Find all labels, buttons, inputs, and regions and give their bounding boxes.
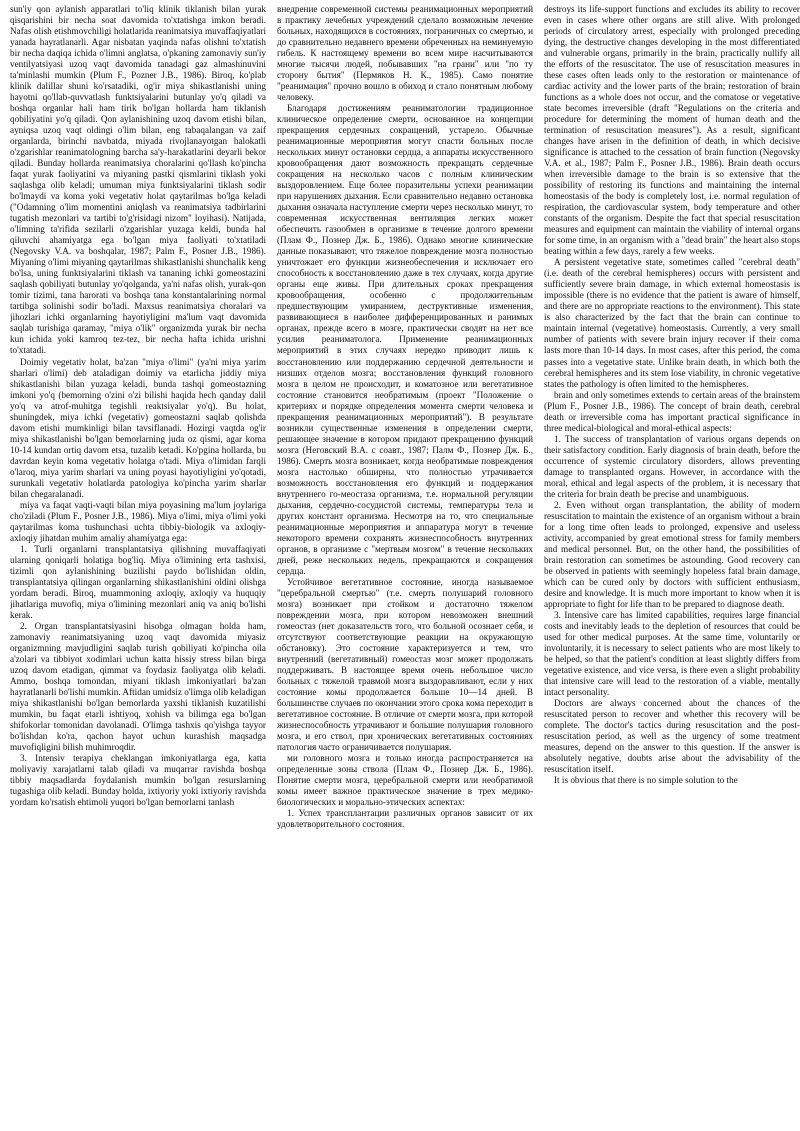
paragraph: 1. The success of transplantation of various organs depends on their satisfactory condition. Early diagnosis of brain death, before the occurrence of systemic circulatory disorders, allows preventing damage to transplanted organs. However, in accordance with the moral, ethical and legal aspects of the problem, it is necessary that the criteria for brain death be precise and unambiguous. [544,433,800,499]
paragraph: Благодаря достижениям реаниматологии традиционное клиническое определение смерти, основанное на концепции прекращения сердечных сокращений, устарело. Обычные реанимационные мероприятия могут спасти больных после нескольких минут остановки сердца, а аппараты искусственного кровообращения дают возможность прекращать сердечные сокращения на несколько часов с полным клиническим выздоровлением. Еще более поразительны успехи реанимации при нарушениях дыхания. Если сравнительно недавно остановка дыхания означала наступление смерти через несколько минут, то современная искусственная вентиляция легких может обеспечить газообмен в организме в течение долгого времени (Плам Ф., Познер Дж. Б., 1986). Однако многие клинические данные показывают, что тяжелое повреждение мозга полностью уничтожает его функции жизнеобеспечения и исключает его способность к восстановлению даже в тех случаях, когда другие органы еще живы. При длительных сроках прекращения кровообращения, особенно с продолжительным предшествующим умиранием, деструктивные изменения, развивающиеся в наиболее дифференцированных и ранимых органах, прежде всего в мозге, практически сводят на нет все усилия реаниматолога. Применение реанимационных мероприятий в этих случаях нередко приводит лишь к восстановлению или поддержанию сердечной деятельности и низших отделов мозга; восстановления функций головного мозга в целом не происходит, и коматозное или вегетативное состояние становится необратимым (проект "Положение о критериях и порядке определения момента смерти человека и прекращения реанимационных мероприятий"). В результате возникли существенные изменения в определении смерти, решающее значение в котором придают прекращению функций мозга (Неговский В.А. с соавт., 1987; Палм Ф., Познер Дж. Б., 1986). Смерть мозга возникает, когда необратимые повреждения мозга настолько обширны, что полностью утрачивается возможность восстановления его функций и поддержания внутреннего го-меостаза организма, т.е. нормальной регуляции дыхания, сердечно-сосудистой системы, температуры тела и других констант организма. Несмотря на то, что специальные реанимационные мероприятия и аппаратура могут в течение некоторого времени сохранять жизнеспособность внутренних органов, в организме с "мертвым мозгом" в течение нескольких дней, реже нескольких недель, прекращаются и сокращения сердца. [277,103,533,576]
paragraph: Doimiy vegetativ holat, ba'zan "miya o'limi" (ya'ni miya yarim sharlari o'limi) deb ataladigan doimiy va etarlicha jiddiy miya shikastlanishi bilan yuzaga keladi, bunda tashqi gomeostazning imkoni yo'q (bemorning o'zini o'zi bilishi haqida hech qanday dalil yo'q va atrof-muhitga tegishli reaktsiyalar yo'q). Bu holat, shuningdek, miya ichki (vegetativ) gomeostazni saqlab qolishda davom etishi mumkinligi bilan tavsiflanadi. Hozirgi vaqtda og'ir miya shikastlanishi bo'lgan bemorlarning juda oz qismi, agar koma 10-14 kundan ortiq davom etsa, tuzalib ketadi. Ko'pgina hollarda, bu davrdan keyin koma vegetativ holatga o'tadi. Miya o'limidan farqli o'laroq, miya yarim sharlari va uning poyasi hayotiyligini yo'qotadi, surunkali vegetativ holatlarda patologiya ko'pincha yarim sharlar bilan chegaralanadi. [10,356,266,499]
column-russian-text [277,4,533,1125]
paragraph: sun'iy qon aylanish apparatlari to'liq klinik tiklanish bilan yurak qisqarishini bir necha soat davomida to'xtatishga imkon beradi. Nafas olish etishmovchiligi holatlarida reanimatsiya muvaffaqiyatlari yanada hayratlanarli. Agar nisbatan yaqinda nafas olishni to'xtatish bir necha daqiqa ichida o'limni anglatsa, o'pkaning zamonaviy sun'iy ventilyatsiyasi uzoq vaqt davomida tanadagi gaz almashinuvini ta'minlashi mumkin (Plum F., Pozner J.B., 1986). Biroq, ko'plab klinik dalillar shuni ko'rsatadiki, og'ir miya shikastlanishi uning hayotni qo'llab-quvvatlash funktsiyalarini butunlay yo'q qiladi va boshqa organlar hali ham tirik bo'lgan hollarda ham tiklanish qobiliyatini yo'q qiladi. Qon aylanishining uzoq davom etishi bilan, ayniqsa uzoq vaqt oldingi o'lim bilan, eng tabaqalangan va zaif organlarda, birinchi navbatda, miyada rivojlanayotgan halokatli o'zgarishlar reanimatologning barcha sa'y-harakatlarini deyarli bekor qiladi. Bunday hollarda reanimatsiya choralarini qo'llash ko'pincha faqat yurak faoliyatini va miyaning pastki qismlarini tiklash yoki saqlashga olib keladi; umuman miya funktsiyalarini tiklash sodir bo'lmaydi va koma yoki vegetativ holat qaytarilmas bo'lga keladi ("Odamning o'lim momentini aniqlash va reanimatsiya tadbirlarini tugatish mezonlari va tartibi to'g'risidagi nizom" loyihasi). Natijada, o'limning ta'rifida sezilarli o'zgarishlar yuzaga keldi, bunda hal qiluvchi ahamiyatga ega bo'lgan miya faoliyati to'xtatiladi (Negovsky V.A. va boshqalar, 1987; Palm F., Posner J.B., 1986). Miyaning o'limi miyaning qaytarilmas shikastlanishi shunchalik keng bo'lsa, uning funktsiyalarini tiklash va tananing ichki gomeostazini saqlash qobiliyati butunlay yo'qolganda, ya'ni nafas olish, yurak-qon tomir tizimi, tana harorati va boshqa tana konstantalarining normal tartibga solinishi sodir bo'ladi. Maxsus reanimatsiya choralari va jihozlari ichki organlarning hayotiyligini ma'lum vaqt davomida saqlab turishiga qaramay, "miya o'lik" organizmda yurak bir necha kun ichida yoki kamroq tez-tez, bir necha hafta ichida urishni to'xtatadi. [10,4,266,356]
paragraph: 2. Organ transplantatsiyasini hisobga olmagan holda ham, zamonaviy reanimatsiyaning uzoq vaqt davomida miyasiz organizmning mavjudligini saqlab turish qobiliyati ko'pincha oila a'zolari va tibbiyot xodimlari uchun katta hissiy stress bilan birga uzoq davom etadigan, qimmat va foydasiz faoliyatga olib keladi. Ammo, boshqa tomondan, miyani tiklash imkoniyatlari ba'zan hayratlanarli bo'lishi mumkin. Aftidan umidsiz o'limga olib keladigan miya shikastlanishi bo'lgan bemorlarda yaxshi tiklanish kuzatilishi mumkin, bu faqat etarli ishtiyoq, xohish va bilimga ega bo'lgan shifokorlar tomonidan davolanadi. O'limga tashxis qo'yishga tayyor bo'lishdan ko'ra, qachon hayot uchun kurashish maqsadga muvofiqligini bilish muhimroqdir. [10,620,266,753]
paragraph: It is obvious that there is no simple solution to the [554,775,738,786]
paragraph: brain and only sometimes extends to certain areas of the brainstem (Plum F., Posner J.B., 1986). The concept of brain death, cerebral death or irreversible coma has important practical significance in three medical-biological and moral-ethical aspects: [544,389,800,433]
paragraph: A persistent vegetative state, sometimes called "cerebral death" (i.e. death of the cerebral hemispheres) occurs with persistent and sufficiently severe brain damage, in which external homeostasis is impossible (there is no evidence that the patient is aware of himself, and there are no appropriate reactions to the environment). This state is also characterized by the fact that the brain can continue to maintain internal (vegetative) homeostasis. Currently, a very small number of patients with severe brain injury recover if their coma lasts more than 10-14 days. In most cases, after this period, the coma passes into a vegetative state. Unlike brain death, in which both the cerebral hemispheres and its stem lose viability, in chronic vegetative states the pathology is often limited to the hemispheres. [544,257,800,389]
paragraph: 1. Turli organlarni transplantatsiya qilishning muvaffaqiyati ularning qoniqarli holatiga bog'liq. Miya o'limining erta tashxisi, tizimli qon aylanishining buzilishi paydo bo'lishidan oldin, transplantatsiya qilingan organlarning shikastlanishini oldini olishga yordam beradi. Biroq, muammoning axloqiy, axloqiy va huquqiy jihatlariga muvofiq, miya o'limining mezonlari aniq va aniq bo'lishi kerak. [10,543,266,620]
paragraph: 3. Intensiv terapiya cheklangan imkoniyatlarga ega, katta moliyaviy xarajatlarni talab qiladi va muqarrar ravishda boshqa tibbiy maqsadlarda foydalanish mumkin bo'lgan resurslarning tugashiga olib keladi. Bunday holda, ixtiyoriy yoki ixtiyoriy ravishda yordam ko'rsatish ehtimoli yuqori bo'lgan bemorlarni tanlash [10,753,266,808]
paragraph: ми головного мозга и только иногда распространяется на определенные зоны ствола (Плам Ф., Познер Дж. Б., 1986). Понятие смерти мозга, церебральной смерти или необратимой комы имеет важное практическое значение в трех медико-биологических и морально-этических аспектах: [277,753,533,808]
paragraph: 1. Успех трансплантации различных органов зависит от их удовлетворительного состояния. [277,808,533,830]
paragraph: 3. Intensive care has limited capabilities, requires large financial costs and inevitably leads to the depletion of resources that could be used for other medical purposes. At the same time, voluntarily or involuntarily, it is necessary to select patients who are most likely to be helped, so that the patient's condition at least slightly differs from vegetative existence, and vice versa, is there even a slight probability that intensive care will lead to the restoration of a viable, mentally intact personality. [544,609,800,697]
column-english-text [544,4,800,1125]
column-uzbek-text [10,4,266,1125]
paragraph: внедрение современной системы реанимационных мероприятий в практику лечебных учреждений сделало возможным лечение больных, находящихся в состояниях, пограничных со смертью, и до сравнительно недавнего времени обреченных на неминуемую гибель. К настоящему времени во всем мире насчитываются многие тысячи людей, побывавших "на грани" или "по ту сторону бытия" (Пермяков Н. К., 1985). Само понятие "реанимация" прочно вошло в обиход и стало понятным любому человеку. [277,4,533,103]
paragraph: 2. Even without organ transplantation, the ability of modern resuscitation to maintain the existence of an organism without a brain for a long time often leads to prolonged, expensive and useless activity, accompanied by great emotional stress for family members and medical personnel. But, on the other hand, the possibilities of brain restoration can sometimes be astounding. Good recovery can be observed in patients with seemingly hopeless fatal brain damage, which can be cured only by doctors with sufficient enthusiasm, desire and knowledge. It is much more important to know when it is appropriate to fight for life than to be prepared to diagnose death. [544,499,800,609]
paragraph: destroys its life-support functions and excludes its ability to recover even in cases where other organs are still alive. With prolonged periods of circulatory arrest, especially with prolonged preceding dying, the destructive changes developing in the most differentiated and vulnerable organs, primarily in the brain, practically nullify all the efforts of the resuscitator. The use of resuscitation measures in these cases often leads only to the restoration or maintenance of cardiac activity and the lower parts of the brain; restoration of brain functions as a whole does not occur, and the comatose or vegetative state becomes irreversible (draft "Regulations on the criteria and procedure for determining the moment of human death and the termination of resuscitation measures"). As a result, significant changes have arisen in the definition of death, in which decisive significance is attached to the cessation of brain function (Negovsky V.A. et al., 1987; Palm F., Posner J.B., 1986). Brain death occurs when irreversible damage to the brain is so extensive that the possibility of restoring its functions and maintaining the internal homeostasis of the body is completely lost, i.e. normal regulation of respiration, the cardiovascular system, body temperature and other constants of the organism. Despite the fact that special resuscitation measures and equipment can maintain the viability of internal organs for some time, in an organism with a "dead brain" the heart also stops beating within a few days, rarely a few weeks. [544,4,800,257]
paragraph: Устойчивое вегетативное состояние, иногда называемое "церебральной смертью" (т.е. смерть полушарий головного мозга) возникает при стойком и достаточно тяжелом повреждении мозга, при котором невозможен внешний гомеостаз (нет доказательств того, что больной осознает себя, и отсутствуют соответствующие реакции на окружающую обстановку). Это состояние характеризуется и тем, что внутренний (вегетативный) гомеостаз мозг может продолжать поддерживать. В настоящее время очень небольшое число больных с тяжелой травмой мозга выздоравливают, если у них состояние комы продолжается больше 10—14 дней. В большинстве случаев по окончании этого срока кома переходит в вегетативное состояние. В отличие от смерти мозга, при которой жизнеспособность утрачивают и большие полушария головного мозга, и его ствол, при хронических вегетативных состояниях патология часто ограничивается полушария. [277,576,533,753]
paragraph: Doctors are always concerned about the chances of the resuscitated person to recover and whether this recovery will be complete. The doctor's tactics during resuscitation and the post-resuscitation period, as well as the urgency of some treatment measures, depend on the answer to this question. If the answer is absolutely negative, doubts arise about the advisability of the resuscitation itself. [544,697,800,775]
paragraph: miya va faqat vaqti-vaqti bilan miya poyasining ma'lum joylariga cho'ziladi (Plum F., Posner J.B., 1986). Miya o'limi, miya o'limi yoki qaytarilmas koma tushunchasi uchta tibbiy-biologik va axloqiy-axloqiy jihatdan muhim amaliy ahamiyatga ega: [10,499,266,543]
